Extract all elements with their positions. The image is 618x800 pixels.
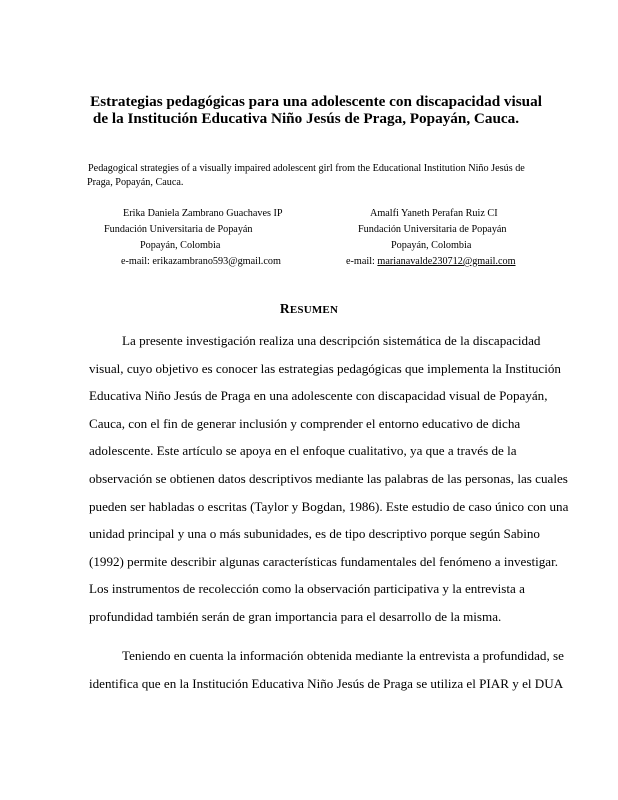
author-email-link[interactable]: marianavalde230712@gmail.com bbox=[377, 256, 516, 267]
author-email: erikazambrano593@gmail.com bbox=[152, 256, 281, 267]
text-line: identifica que en la Institución Educativa Niño Jesús de Praga se utiliza el PIAR y el DUA bbox=[89, 675, 564, 691]
email-label: e-mail: bbox=[346, 256, 378, 267]
author-name: Amalfi Yaneth Perafan Ruiz CI bbox=[370, 208, 498, 219]
abstract-paragraph-1 bbox=[89, 327, 569, 631]
title-line-2: de la Institución Educativa Niño Jesús de Praga, Popayán, Cauca. bbox=[92, 110, 520, 127]
author-block-1 bbox=[104, 206, 304, 270]
author-city: Popayán, Colombia bbox=[391, 240, 472, 251]
text-line: Los instrumentos de recolección como la observación participativa y la entrevista a bbox=[89, 581, 525, 597]
section-heading-resumen bbox=[0, 301, 618, 317]
text-line: Educativa Niño Jesús de Praga en una adolescente con discapacidad visual de Popayán, bbox=[89, 388, 548, 404]
author-institution: Fundación Universitaria de Popayán bbox=[104, 224, 253, 235]
english-title bbox=[88, 162, 550, 190]
text-line: visual, cuyo objetivo es conocer las estrategias pedagógicas que implementa la Institución bbox=[89, 360, 561, 376]
text-line: profundidad también serán de gran importancia para el desarrollo de la misma. bbox=[89, 608, 502, 624]
english-title-line-1: Pedagogical strategies of a visually impaired adolescent girl from the Educational Institution Niño Jesús de bbox=[88, 163, 525, 174]
author-email-line bbox=[346, 254, 546, 270]
email-label: e-mail: bbox=[121, 256, 153, 267]
text-line: Teniendo en cuenta la información obtenida mediante la entrevista a profundidad, se bbox=[122, 648, 564, 663]
title-line-1: Estrategias pedagógicas para una adolescente con discapacidad visual bbox=[90, 93, 542, 110]
text-line: adolescente. Este artículo se apoya en el enfoque cualitativo, ya que a través de la bbox=[89, 443, 517, 459]
text-line: Cauca, con el fin de generar inclusión y comprender el entorno educativo de dicha bbox=[89, 415, 521, 431]
text-line: unidad principal y una o más subunidades, es de tipo descriptivo porque según Sabino bbox=[89, 526, 540, 542]
text-line: La presente investigación realiza una descripción sistemática de la discapacidad bbox=[122, 333, 541, 348]
author-name: Erika Daniela Zambrano Guachaves IP bbox=[123, 208, 283, 219]
author-block-2 bbox=[344, 206, 544, 270]
text-line: observación se obtienen datos descriptivos mediante las palabras de las personas, las cuales bbox=[89, 470, 568, 486]
heading-rest: ESUMEN bbox=[289, 304, 339, 316]
author-city: Popayán, Colombia bbox=[140, 240, 221, 251]
heading-initial: R bbox=[279, 301, 290, 316]
text-line: pueden ser habladas o escritas (Taylor y Bogdan, 1986). Este estudio de caso único con una bbox=[89, 498, 569, 514]
author-email-line bbox=[121, 254, 321, 270]
english-title-line-2: Praga, Popayán, Cauca. bbox=[87, 177, 184, 188]
abstract-paragraph-2 bbox=[89, 642, 564, 697]
author-institution: Fundación Universitaria de Popayán bbox=[358, 224, 507, 235]
text-line: (1992) permite describir algunas características fundamentales del fenómeno a investigar. bbox=[89, 553, 559, 569]
